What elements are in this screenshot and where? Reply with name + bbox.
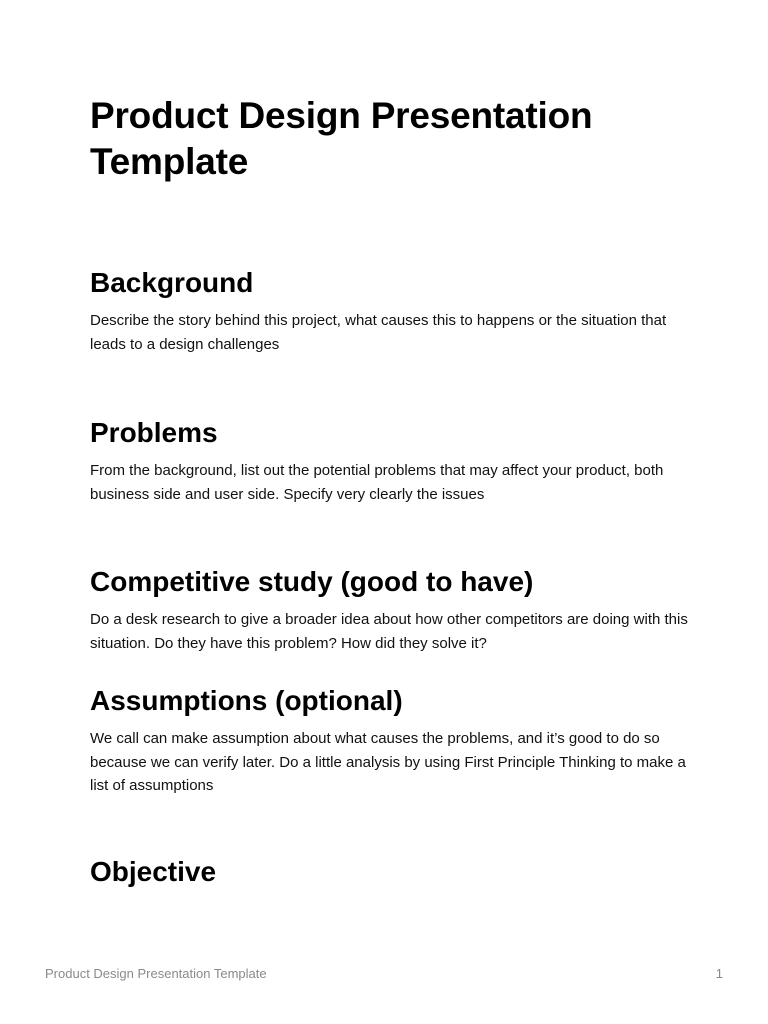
section-heading: Problems (90, 417, 218, 448)
section-objective (90, 855, 690, 889)
section-competitive-study (90, 565, 690, 655)
section-problems (90, 416, 690, 506)
section-background (90, 266, 690, 356)
section-body: We call can make assumption about what causes the problems, and it’s good to do so because we can verify later. Do a little analysis by using First Principle Thinking to make a list of assumptions (90, 730, 686, 794)
section-body: Do a desk research to give a broader idea about how other competitors are doing with this situation. Do they have this problem? How did they solve it? (90, 611, 688, 652)
section-heading: Assumptions (optional) (90, 685, 403, 716)
section-heading: Background (90, 267, 254, 298)
footer-page-number: 1 (715, 966, 723, 981)
section-assumptions (90, 684, 690, 798)
section-heading: Objective (90, 856, 217, 887)
section-heading: Competitive study (good to have) (90, 566, 534, 597)
footer-document-title: Product Design Presentation Template (45, 966, 267, 981)
page-title: Product Design Presentation Template (90, 95, 593, 182)
section-body: Describe the story behind this project, what causes this to happens or the situation that leads to a design challenges (90, 312, 667, 353)
section-body: From the background, list out the potential problems that may affect your product, both business side and user side. Specify very clearly the issues (90, 462, 664, 503)
